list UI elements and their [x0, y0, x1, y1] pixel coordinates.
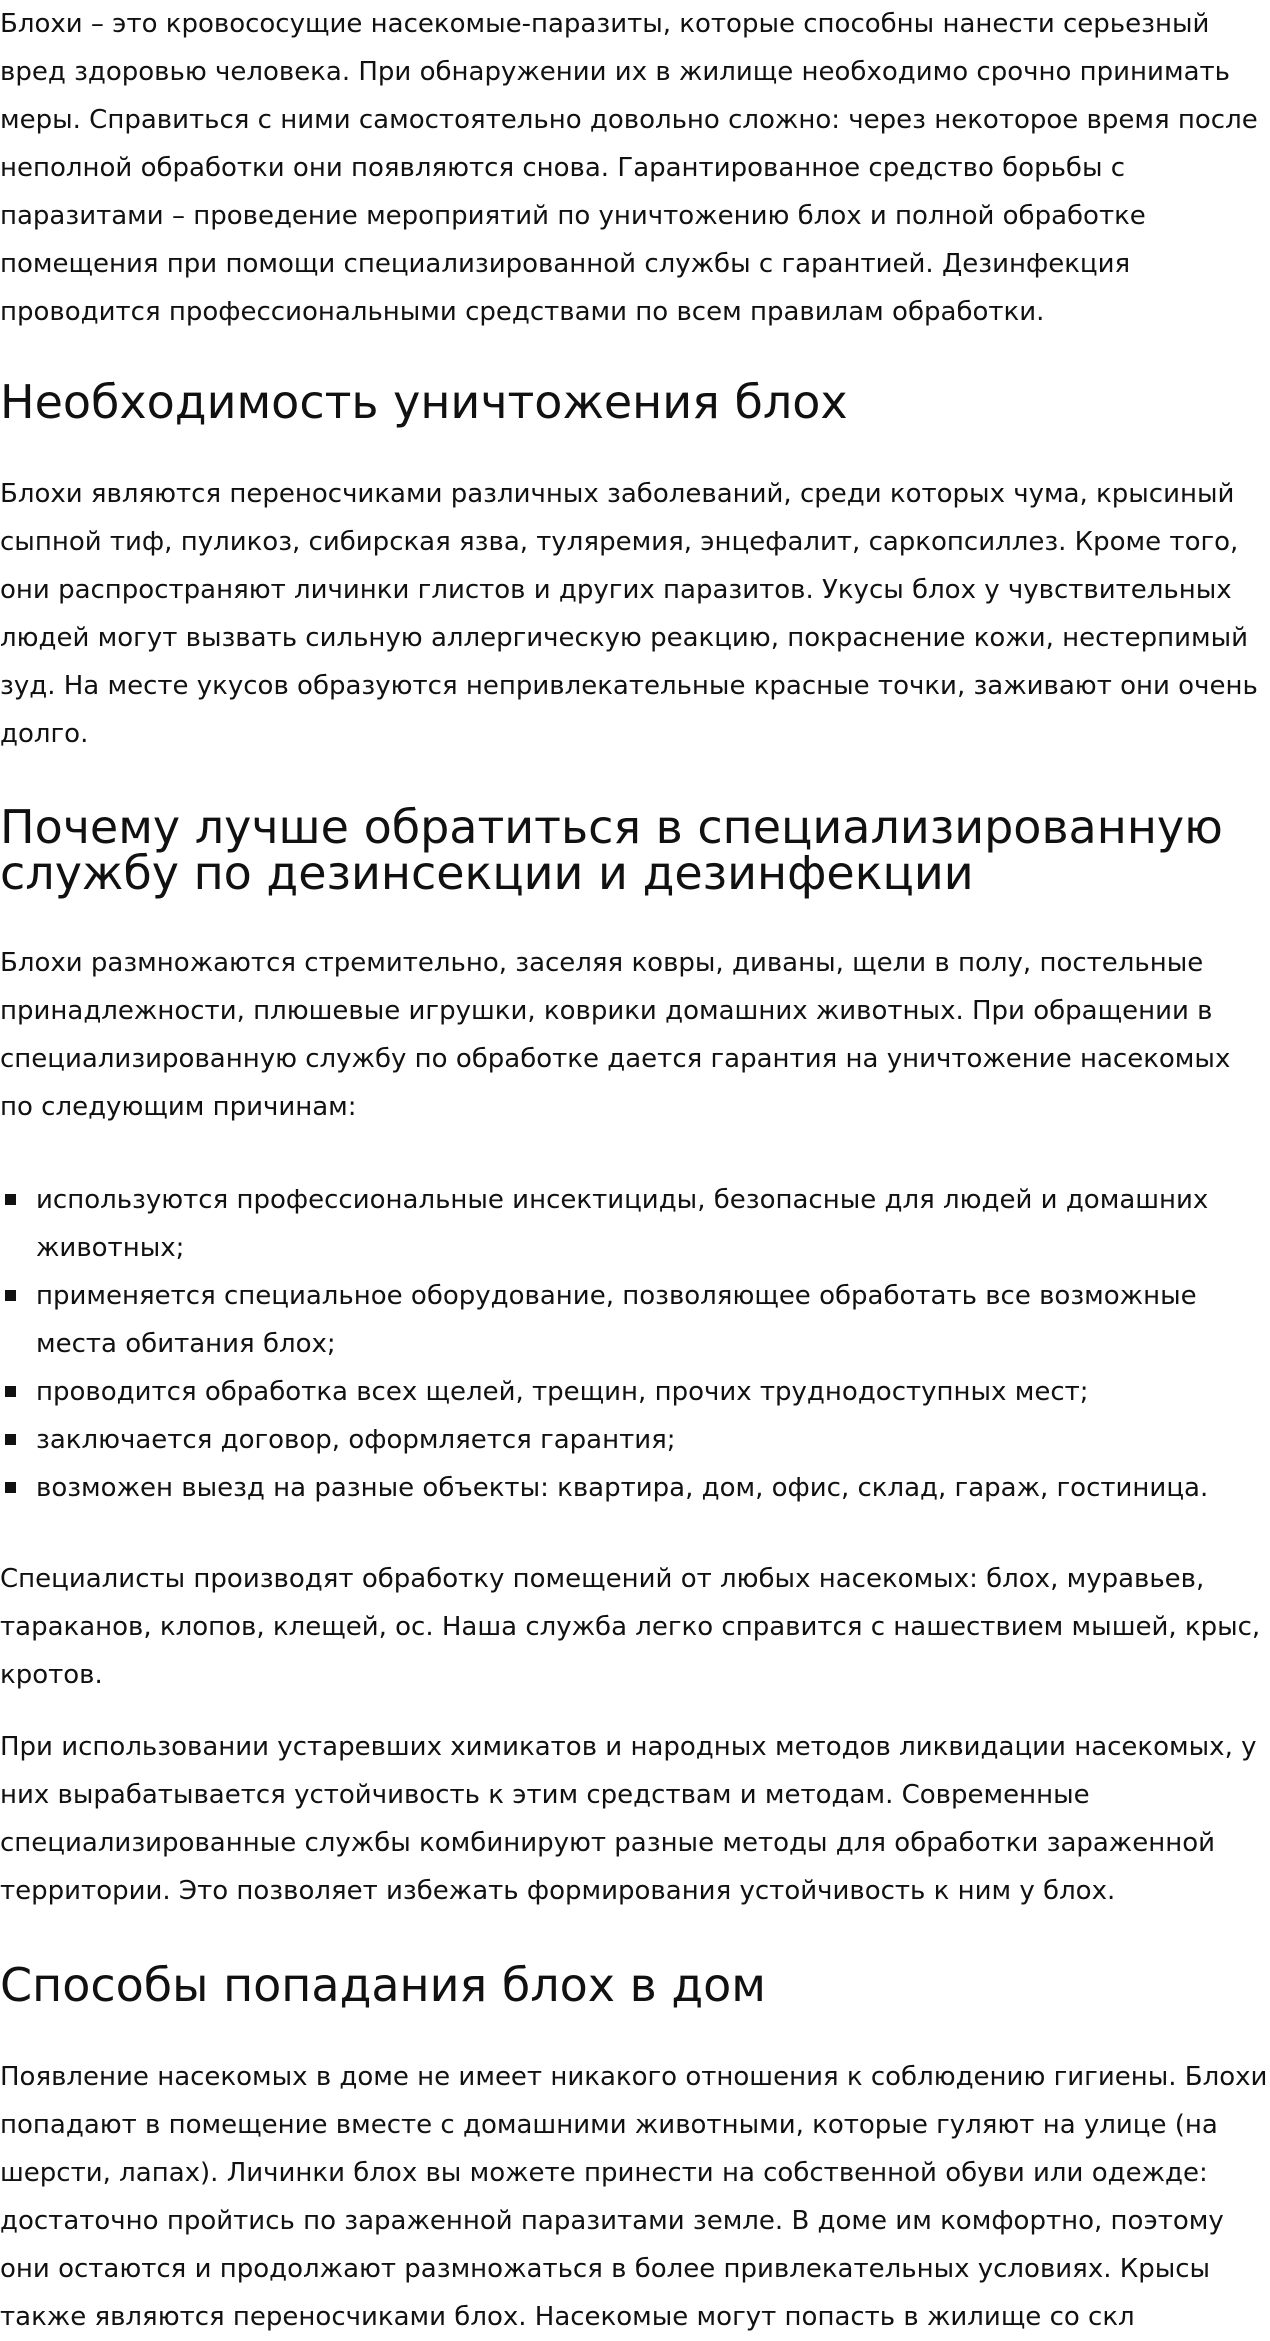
text-line: они распространяют личинки глистов и других паразитов. Укусы блох у чувствительных — [0, 575, 1232, 605]
reasons-list — [0, 1176, 1208, 1512]
text-line: проводится обработка всех щелей, трещин, прочих труднодоступных мест; — [36, 1377, 1089, 1407]
list-item — [36, 1272, 1208, 1368]
text-line: они остаются и продолжают размножаться в более привлекательных условиях. Крысы — [0, 2254, 1211, 2284]
reasons-intro-paragraph — [0, 939, 1230, 1131]
heading-line: службу по дезинсекции и дезинфекции — [0, 846, 974, 900]
section-heading-necessity — [0, 375, 848, 429]
intro-paragraph — [0, 0, 1258, 336]
heading-line: Необходимость уничтожения блох — [0, 375, 848, 429]
text-line: долго. — [0, 719, 89, 749]
text-line: зуд. На месте укусов образуются непривлекательные красные точки, заживают они очень — [0, 671, 1258, 701]
text-line: попадают в помещение вместе с домашними животными, которые гуляют на улице (на — [0, 2110, 1218, 2140]
text-line: проводится профессиональными средствами по всем правилам обработки. — [0, 297, 1045, 327]
heading-line: Способы попадания блох в дом — [0, 1958, 766, 2012]
text-line: вред здоровью человека. При обнаружении их в жилище необходимо срочно принимать — [0, 57, 1230, 87]
text-line: заключается договор, оформляется гарантия; — [36, 1425, 676, 1455]
resistance-paragraph — [0, 1723, 1256, 1915]
text-line: места обитания блох; — [36, 1329, 336, 1359]
text-line: используются профессиональные инсектициды, безопасные для людей и домашних — [36, 1185, 1209, 1215]
ways-in-paragraph — [0, 2053, 1267, 2341]
diseases-paragraph — [0, 470, 1258, 758]
text-line: сыпной тиф, пуликоз, сибирская язва, туляремия, энцефалит, саркопсиллез. Кроме того, — [0, 527, 1239, 557]
list-item — [36, 1368, 1208, 1416]
text-line: специализированные службы комбинируют разные методы для обработки зараженной — [0, 1828, 1216, 1858]
text-line: кротов. — [0, 1660, 103, 1690]
text-line: шерсти, лапах). Личинки блох вы можете принести на собственной обуви или одежде: — [0, 2158, 1208, 2188]
text-line: людей могут вызвать сильную аллергическую реакцию, покраснение кожи, нестерпимый — [0, 623, 1249, 653]
text-line: территории. Это позволяет избежать формирования устойчивость к ним у блох. — [0, 1876, 1116, 1906]
text-line: Блохи размножаются стремительно, заселяя ковры, диваны, щели в полу, постельные — [0, 948, 1204, 978]
text-line: применяется специальное оборудование, позволяющее обработать все возможные — [36, 1281, 1197, 1311]
text-line: При использовании устаревших химикатов и народных методов ликвидации насекомых, у — [0, 1732, 1257, 1762]
text-line: животных; — [36, 1233, 185, 1263]
section-heading-ways-in — [0, 1958, 766, 2012]
text-line: неполной обработки они появляются снова. Гарантированное средство борьбы с — [0, 153, 1126, 183]
specialists-paragraph — [0, 1555, 1260, 1699]
text-line: по следующим причинам: — [0, 1092, 357, 1122]
text-line: Специалисты производят обработку помещений от любых насекомых: блох, муравьев, — [0, 1564, 1205, 1594]
section-heading-why-service — [0, 800, 1223, 900]
list-item — [36, 1464, 1208, 1512]
text-line: тараканов, клопов, клещей, ос. Наша служба легко справится с нашествием мышей, крыс, — [0, 1612, 1261, 1642]
text-line: достаточно пройтись по зараженной паразитами земле. В доме им комфортно, поэтому — [0, 2206, 1224, 2236]
list-item — [36, 1176, 1208, 1272]
text-line: Блохи являются переносчиками различных заболеваний, среди которых чума, крысиный — [0, 479, 1235, 509]
text-line: Блохи – это кровососущие насекомые-паразиты, которые способны нанести серьезный — [0, 9, 1210, 39]
text-line: также являются переносчиками блох. Насекомые могут попасть в жилище со скл — [0, 2302, 1135, 2332]
text-line: помещения при помощи специализированной службы с гарантией. Дезинфекция — [0, 249, 1131, 279]
text-line: специализированную службу по обработке дается гарантия на уничтожение насекомых — [0, 1044, 1231, 1074]
text-line: принадлежности, плюшевые игрушки, коврики домашних животных. При обращении в — [0, 996, 1213, 1026]
text-line: них вырабатывается устойчивость к этим средствам и методам. Современные — [0, 1780, 1090, 1810]
text-line: паразитами – проведение мероприятий по уничтожению блох и полной обработке — [0, 201, 1146, 231]
text-line: меры. Справиться с ними самостоятельно довольно сложно: через некоторое время после — [0, 105, 1258, 135]
list-item — [36, 1416, 1208, 1464]
text-line: возможен выезд на разные объекты: квартира, дом, офис, склад, гараж, гостиница. — [36, 1473, 1209, 1503]
text-line: Появление насекомых в доме не имеет никакого отношения к соблюдению гигиены. Блохи — [0, 2062, 1268, 2092]
heading-line: Почему лучше обратиться в специализированную — [0, 800, 1223, 854]
